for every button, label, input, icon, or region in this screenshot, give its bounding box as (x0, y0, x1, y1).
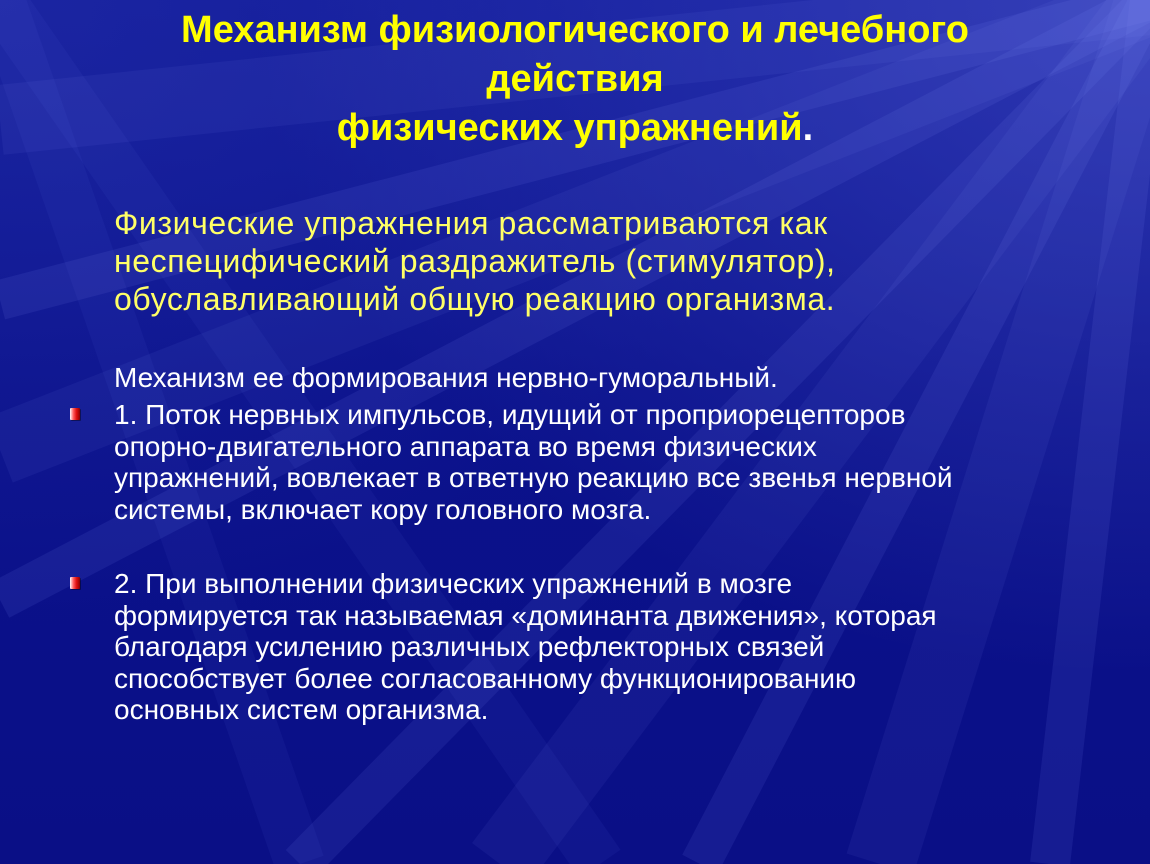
bullet-square-icon (70, 577, 80, 589)
bullet-2-line-3: благодаря усилению различных рефлекторных связей (114, 631, 825, 662)
intro-paragraph (114, 204, 1114, 318)
title-end-punct: . (802, 107, 814, 149)
title-line-3 (60, 104, 1090, 153)
bullet-item-1 (114, 399, 1104, 525)
bullet-2-line-5: основных систем организма. (114, 694, 489, 725)
bullet-1-line-2: опорно-двигательного аппарата во время физических (114, 430, 817, 462)
slide-title (60, 6, 1090, 153)
title-line-3-text: физических упражнений (336, 107, 803, 149)
bullet-item-2 (114, 568, 1104, 726)
bullet-2-line-2: формируется так называемая «доминанта движения», которая (114, 599, 937, 631)
bullet-square-icon (70, 408, 80, 420)
title-line-1: Механизм физиологического и лечебного (181, 9, 969, 51)
bullet-1-line-3: упражнений, вовлекает в ответную реакцию все звенья нервной (114, 462, 953, 493)
intro-line-3: обуславливающий общую реакцию организма. (114, 281, 836, 317)
bullet-2-line-1: 2. При выполнении физических упражнений в мозге (114, 568, 793, 599)
title-line-2: действия (486, 58, 664, 100)
intro-line-1: Физические упражнения рассматриваются как (114, 205, 828, 241)
bullet-1-line-1: 1. Поток нервных импульсов, идущий от проприорецепторов (114, 399, 906, 430)
mechanism-text: Механизм ее формирования нервно-гуморальный. (114, 362, 778, 393)
bullet-1-line-4: системы, включает кору головного мозга. (114, 493, 652, 525)
bullet-2-line-4: способствует более согласованному функционированию (114, 662, 857, 694)
intro-line-2: неспецифический раздражитель (стимулятор), (114, 243, 836, 279)
